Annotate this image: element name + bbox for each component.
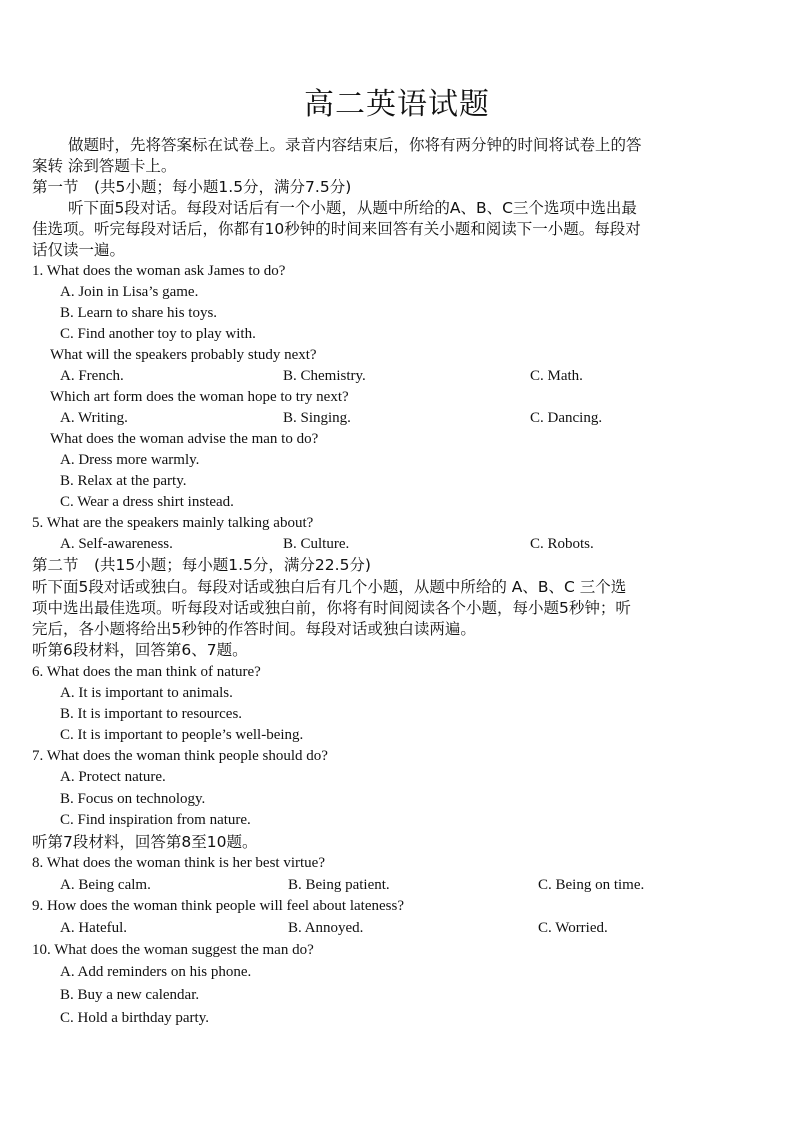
question-10-option-a: A. Add reminders on his phone. [60,964,252,980]
question-8-stem: 8. What does the woman think is her best virtue? [32,855,325,871]
question-2-stem: What will the speakers probably study next? [50,347,317,363]
question-3-option-b: B. Singing. [283,410,351,426]
question-1-option-c: C. Find another toy to play with. [60,326,256,342]
question-6-option-a: A. It is important to animals. [60,685,233,701]
question-6-option-c: C. It is important to people’s well-being. [60,727,304,743]
question-3-stem: Which art form does the woman hope to try next? [50,389,349,405]
question-5-option-c: C. Robots. [530,536,594,552]
intro-line-2: 案转 涂到答题卡上。 [32,157,177,175]
question-5-option-a: A. Self-awareness. [60,536,173,552]
question-3-option-a: A. Writing. [60,410,128,426]
section2-directions-3: 完后，各小题将给出5秒钟的作答时间。每段对话或独白读两遍。 [32,620,476,638]
question-9-option-b: B. Annoyed. [288,920,364,936]
question-9-option-c: C. Worried. [538,920,608,936]
question-1-option-b: B. Learn to share his toys. [60,305,218,321]
question-8-option-b: B. Being patient. [288,877,390,893]
section2-directions-1: 听下面5段对话或独白。每段对话或独白后有几个小题，从题中所给的 A、B、C 三个选 [32,578,627,596]
material-6-instruction: 听第6段材料，回答第6、7题。 [32,641,248,659]
section2-heading: 第二节 (共15小题；每小题1.5分，满分22.5分) [32,556,371,574]
question-5-stem: 5. What are the speakers mainly talking about? [32,515,314,531]
question-3-option-c: C. Dancing. [530,410,603,426]
question-9-option-a: A. Hateful. [60,920,128,936]
question-2-option-a: A. French. [60,368,124,384]
question-9-stem: 9. How does the woman think people will feel about lateness? [32,898,404,914]
intro-line-1: 做题时，先将答案标在试卷上。录音内容结束后，你将有两分钟的时间将试卷上的答 [68,136,642,154]
question-10-stem: 10. What does the woman suggest the man do? [32,942,314,958]
question-8-option-a: A. Being calm. [60,877,151,893]
question-7-stem: 7. What does the woman think people should do? [32,748,328,764]
material-7-instruction: 听第7段材料，回答第8至10题。 [32,833,258,851]
question-2-option-b: B. Chemistry. [283,368,366,384]
question-4-option-c: C. Wear a dress shirt instead. [60,494,234,510]
question-4-stem: What does the woman advise the man to do? [50,431,319,447]
question-8-option-c: C. Being on time. [538,877,645,893]
section1-directions-1: 听下面5段对话。每段对话后有一个小题，从题中所给的A、B、C三个选项中选出最 [68,199,637,217]
question-7-option-a: A. Protect nature. [60,769,166,785]
question-5-option-b: B. Culture. [283,536,350,552]
page-title: 高二英语试题 [304,87,490,122]
question-10-option-c: C. Hold a birthday party. [60,1010,209,1026]
question-4-option-b: B. Relax at the party. [60,473,187,489]
question-7-option-c: C. Find inspiration from nature. [60,812,251,828]
question-1-option-a: A. Join in Lisa’s game. [60,284,199,300]
question-7-option-b: B. Focus on technology. [60,791,206,807]
section2-directions-2: 项中选出最佳选项。听每段对话或独白前，你将有时间阅读各个小题，每小题5秒钟；听 [32,599,631,617]
section1-heading: 第一节 (共5小题；每小题1.5分，满分7.5分) [32,178,352,196]
question-6-option-b: B. It is important to resources. [60,706,243,722]
question-4-option-a: A. Dress more warmly. [60,452,200,468]
question-10-option-b: B. Buy a new calendar. [60,987,200,1003]
question-2-option-c: C. Math. [530,368,583,384]
question-1-stem: 1. What does the woman ask James to do? [32,263,286,279]
section1-directions-2: 佳选项。听完每段对话后，你都有10秒钟的时间来回答有关小题和阅读下一小题。每段对 [32,220,641,238]
section1-directions-3: 话仅读一遍。 [32,241,126,259]
question-6-stem: 6. What does the man think of nature? [32,664,261,680]
